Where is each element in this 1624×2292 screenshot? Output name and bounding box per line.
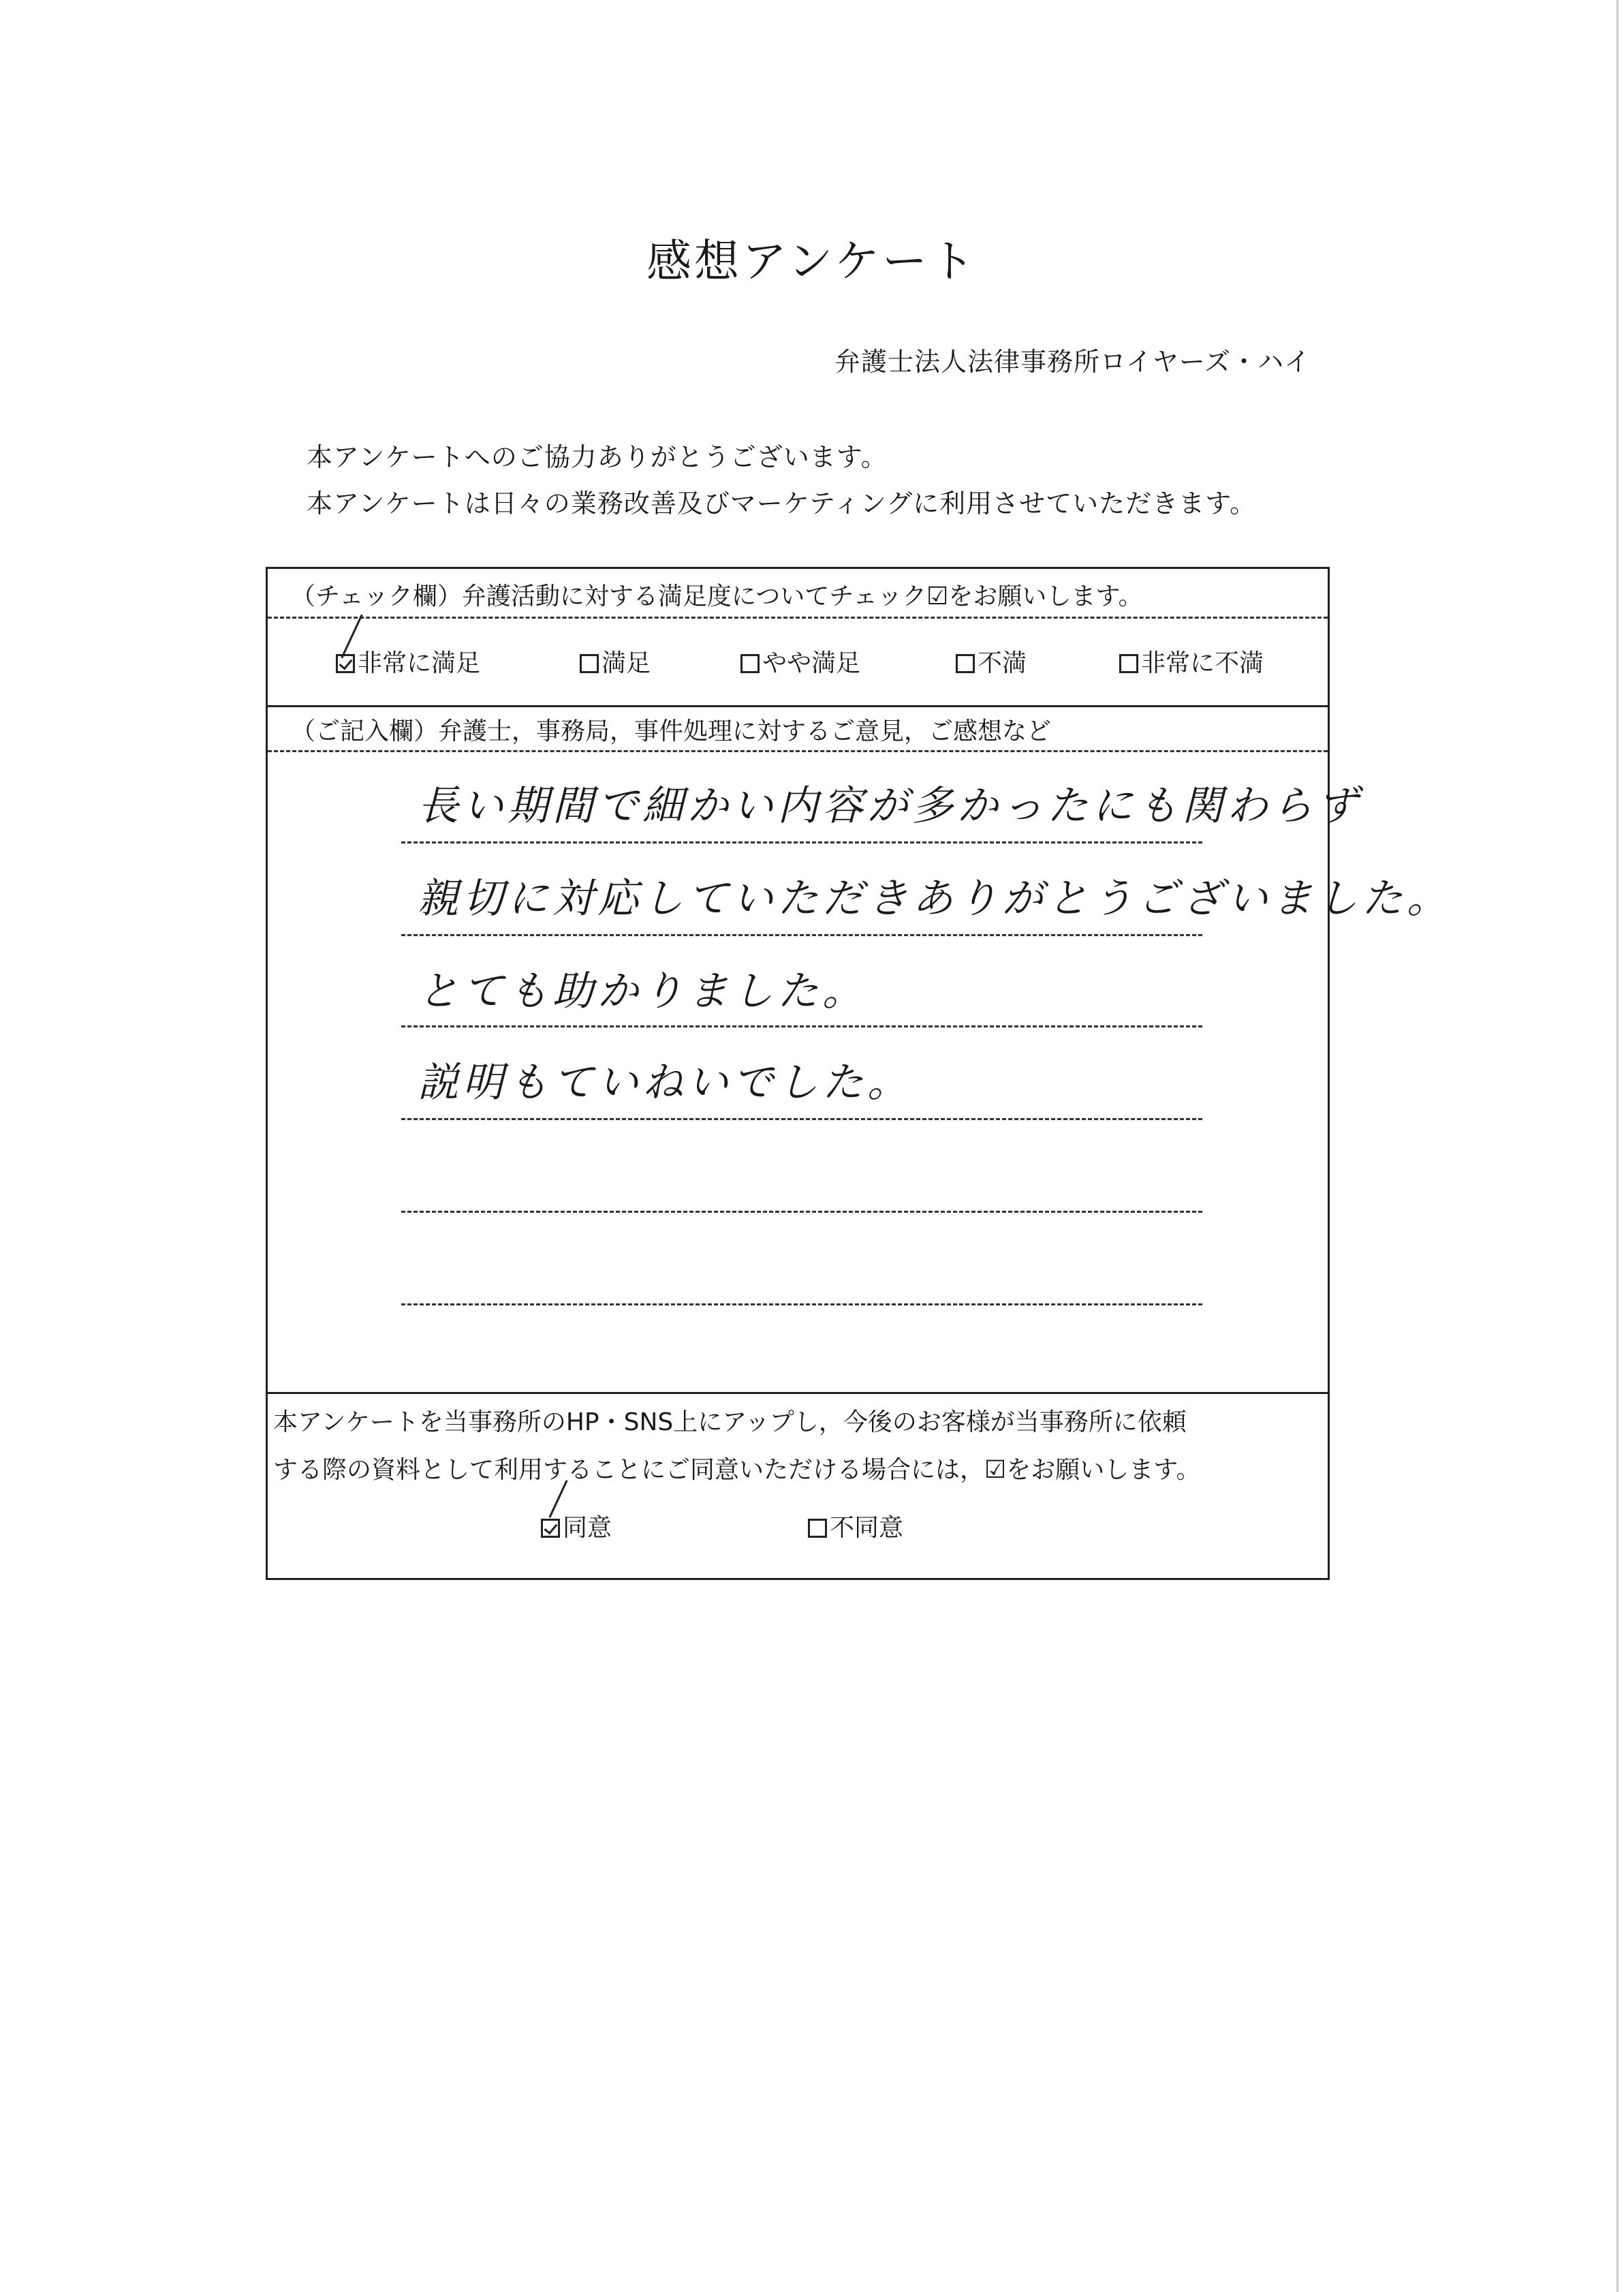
handwritten-comment-line: 長い期間で細かい内容が多かったにも関わらず bbox=[418, 782, 1362, 830]
scan-edge-line bbox=[1617, 0, 1619, 2292]
option-label: 非常に満足 bbox=[358, 649, 481, 677]
checkbox-icon[interactable] bbox=[1119, 654, 1138, 673]
intro-line-2: 本アンケートは日々の業務改善及びマーケティングに利用させていただきます。 bbox=[307, 489, 1257, 518]
option-dissatisfied[interactable] bbox=[956, 644, 1027, 679]
survey-form bbox=[266, 567, 1452, 1580]
check-section-label: （チェック欄）弁護活動に対する満足度についてチェック☑をお願いします。 bbox=[291, 583, 1143, 610]
option-label: 同意 bbox=[563, 1514, 612, 1542]
checkbox-icon[interactable] bbox=[808, 1519, 827, 1538]
option-label: 満足 bbox=[602, 649, 651, 677]
consent-text-line-2: する際の資料として利用することにご同意いただける場合には，☑をお願いします。 bbox=[273, 1456, 1201, 1484]
option-very-satisfied[interactable] bbox=[336, 644, 480, 679]
divider bbox=[268, 750, 1328, 752]
option-label: 不満 bbox=[978, 649, 1027, 677]
checkbox-icon[interactable] bbox=[580, 654, 599, 673]
handwritten-comment-line: とても助かりました。 bbox=[418, 967, 867, 1015]
consent-text-line-1: 本アンケートを当事務所のHP・SNS上にアップし，今後のお客様が当事務所に依頼 bbox=[273, 1408, 1187, 1436]
option-label: 不同意 bbox=[830, 1514, 904, 1542]
checkbox-icon[interactable] bbox=[956, 654, 975, 673]
writing-line[interactable] bbox=[401, 1118, 1202, 1120]
consent-disagree[interactable] bbox=[808, 1508, 903, 1543]
firm-name: 弁護士法人法律事務所ロイヤーズ・ハイ bbox=[834, 347, 1311, 377]
option-satisfied[interactable] bbox=[580, 644, 651, 679]
writing-line[interactable] bbox=[401, 1303, 1202, 1305]
option-somewhat-satisfied[interactable] bbox=[740, 644, 860, 679]
comment-section-label: （ご記入欄）弁護士，事務局，事件処理に対するご意見，ご感想など bbox=[291, 717, 1052, 745]
writing-line[interactable] bbox=[401, 1211, 1202, 1213]
divider bbox=[268, 705, 1328, 707]
checkbox-icon[interactable] bbox=[740, 654, 760, 673]
writing-line[interactable] bbox=[401, 1025, 1202, 1027]
divider bbox=[268, 617, 1328, 619]
handwritten-comment-line: 説明もていねいでした。 bbox=[418, 1059, 912, 1106]
checkbox-checked-icon[interactable] bbox=[541, 1519, 560, 1538]
divider bbox=[268, 1392, 1328, 1394]
option-label: 非常に不満 bbox=[1141, 649, 1264, 677]
checkbox-checked-icon[interactable] bbox=[336, 654, 355, 673]
writing-line[interactable] bbox=[401, 934, 1202, 936]
option-label: やや満足 bbox=[762, 649, 861, 677]
option-very-dissatisfied[interactable] bbox=[1119, 644, 1264, 679]
intro-line-1: 本アンケートへのご協力ありがとうございます。 bbox=[307, 442, 888, 472]
writing-line[interactable] bbox=[401, 841, 1202, 843]
handwritten-comment-line: 親切に対応していただきありがとうございました。 bbox=[418, 875, 1452, 923]
page-title: 感想アンケート bbox=[646, 235, 978, 288]
